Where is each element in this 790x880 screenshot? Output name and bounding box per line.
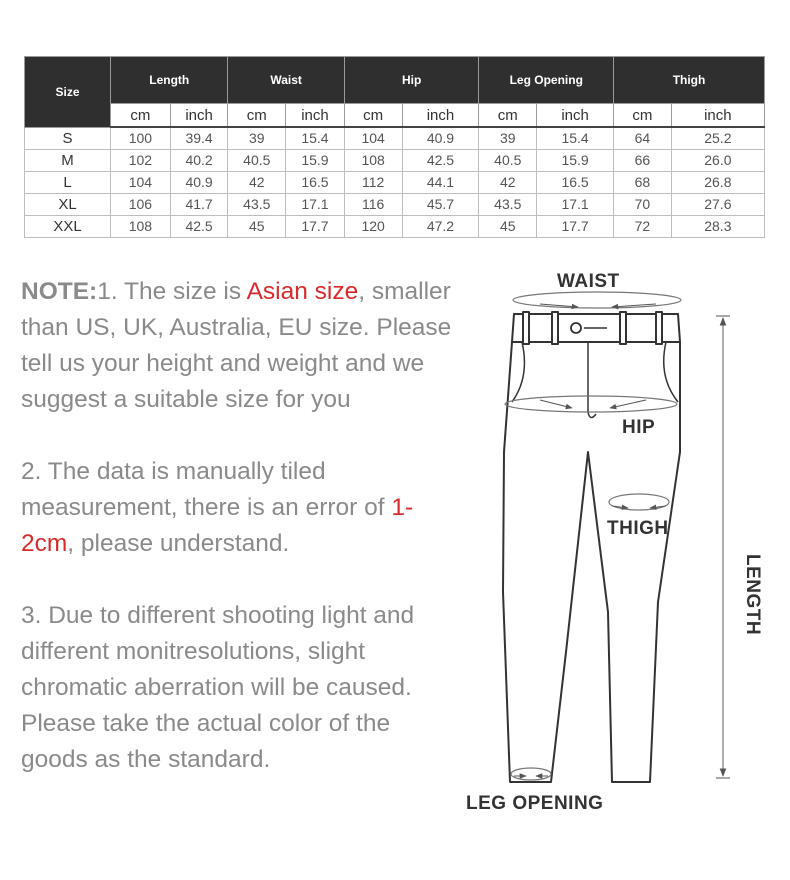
note-1-text-start: 1. The size is bbox=[97, 278, 247, 305]
length-label: LENGTH bbox=[742, 554, 763, 636]
measurement-cell: 70 bbox=[614, 194, 672, 216]
measurement-cell: 42.5 bbox=[402, 150, 479, 172]
measurement-cell: 40.2 bbox=[170, 150, 228, 172]
note-heading: NOTE: bbox=[21, 278, 98, 305]
size-column-header: Size bbox=[25, 57, 111, 128]
measurement-cell: 17.1 bbox=[537, 194, 614, 216]
group-header-leg-opening: Leg Opening bbox=[479, 57, 614, 104]
unit-header: cm bbox=[344, 104, 402, 128]
note-1-text-end: , smaller than US, UK, Australia, EU size. Please tell us your height and weight and we suggest a suitable size for you bbox=[21, 278, 452, 413]
note-2-text-start: 2. The data is manually tiled measurement, there is an error of bbox=[21, 458, 392, 521]
group-header-waist: Waist bbox=[228, 57, 344, 104]
size-cell: L bbox=[25, 172, 111, 194]
leg-opening-label: LEG OPENING bbox=[466, 793, 604, 814]
unit-header: cm bbox=[111, 104, 171, 128]
measurement-cell: 15.9 bbox=[286, 150, 345, 172]
unit-header: inch bbox=[286, 104, 345, 128]
measurement-cell: 66 bbox=[614, 150, 672, 172]
measurement-cell: 42.5 bbox=[170, 216, 228, 238]
unit-header: cm bbox=[228, 104, 286, 128]
measurement-cell: 16.5 bbox=[286, 172, 345, 194]
note-2-highlight: 1-2cm bbox=[21, 494, 414, 557]
measurement-cell: 39 bbox=[228, 127, 286, 150]
measurement-cell: 40.9 bbox=[402, 127, 479, 150]
waist-label: WAIST bbox=[557, 271, 620, 292]
measurement-cell: 40.9 bbox=[170, 172, 228, 194]
unit-header: inch bbox=[537, 104, 614, 128]
notes-section bbox=[21, 274, 461, 814]
measurement-cell: 102 bbox=[111, 150, 171, 172]
pants-measurement-diagram bbox=[460, 262, 780, 822]
size-chart-table bbox=[24, 56, 765, 238]
group-header-length: Length bbox=[111, 57, 228, 104]
measurement-cell: 27.6 bbox=[671, 194, 764, 216]
measurement-cell: 26.8 bbox=[671, 172, 764, 194]
leg-opening-measure-marker bbox=[511, 768, 551, 780]
measurement-cell: 15.9 bbox=[537, 150, 614, 172]
measurement-cell: 64 bbox=[614, 127, 672, 150]
measurement-cell: 45 bbox=[479, 216, 537, 238]
measurement-cell: 17.1 bbox=[286, 194, 345, 216]
measurement-cell: 43.5 bbox=[479, 194, 537, 216]
unit-header: cm bbox=[614, 104, 672, 128]
measurement-cell: 41.7 bbox=[170, 194, 228, 216]
measurement-cell: 45 bbox=[228, 216, 286, 238]
measurement-cell: 47.2 bbox=[402, 216, 479, 238]
waist-measure-marker bbox=[513, 292, 681, 308]
note-1 bbox=[21, 274, 461, 418]
measurement-cell: 112 bbox=[344, 172, 402, 194]
measurement-cell: 39.4 bbox=[170, 127, 228, 150]
measurement-cell: 116 bbox=[344, 194, 402, 216]
unit-header: inch bbox=[671, 104, 764, 128]
measurement-cell: 42 bbox=[479, 172, 537, 194]
group-header-hip: Hip bbox=[344, 57, 479, 104]
measurement-cell: 108 bbox=[344, 150, 402, 172]
note-3-text: 3. Due to different shooting light and different monitresolutions, slight chromatic aberration will be caused. Please take the actual color of the goods as the standard. bbox=[21, 602, 415, 773]
measurement-cell: 120 bbox=[344, 216, 402, 238]
unit-header: inch bbox=[170, 104, 228, 128]
table-row bbox=[25, 194, 765, 216]
measurement-cell: 16.5 bbox=[537, 172, 614, 194]
measurement-cell: 100 bbox=[111, 127, 171, 150]
unit-header: cm bbox=[479, 104, 537, 128]
measurement-cell: 17.7 bbox=[537, 216, 614, 238]
pants-outline bbox=[503, 312, 680, 782]
measurement-cell: 28.3 bbox=[671, 216, 764, 238]
note-2 bbox=[21, 454, 461, 562]
group-header-thigh: Thigh bbox=[614, 57, 765, 104]
size-cell: M bbox=[25, 150, 111, 172]
table-row bbox=[25, 172, 765, 194]
measurement-cell: 104 bbox=[344, 127, 402, 150]
hip-measure-marker bbox=[505, 396, 677, 412]
table-body bbox=[25, 127, 765, 238]
measurement-cell: 39 bbox=[479, 127, 537, 150]
measurement-cell: 72 bbox=[614, 216, 672, 238]
note-1-highlight: Asian size bbox=[246, 278, 359, 305]
measurement-cell: 44.1 bbox=[402, 172, 479, 194]
measurement-cell: 25.2 bbox=[671, 127, 764, 150]
table-units-row bbox=[25, 104, 765, 128]
measurement-cell: 106 bbox=[111, 194, 171, 216]
size-cell: XXL bbox=[25, 216, 111, 238]
pants-illustration bbox=[460, 262, 780, 822]
measurement-cell: 68 bbox=[614, 172, 672, 194]
size-cell: S bbox=[25, 127, 111, 150]
measurement-cell: 15.4 bbox=[537, 127, 614, 150]
note-2-text-end: , please understand. bbox=[67, 530, 290, 557]
measurement-cell: 40.5 bbox=[479, 150, 537, 172]
length-measure-marker bbox=[716, 316, 730, 778]
table-row bbox=[25, 127, 765, 150]
size-cell: XL bbox=[25, 194, 111, 216]
hip-label: HIP bbox=[622, 417, 656, 438]
measurement-cell: 42 bbox=[228, 172, 286, 194]
measurement-cell: 15.4 bbox=[286, 127, 345, 150]
measurement-cell: 26.0 bbox=[671, 150, 764, 172]
table-row bbox=[25, 150, 765, 172]
thigh-label: THIGH bbox=[607, 518, 669, 539]
measurement-cell: 45.7 bbox=[402, 194, 479, 216]
measurement-cell: 108 bbox=[111, 216, 171, 238]
measurement-cell: 40.5 bbox=[228, 150, 286, 172]
unit-header: inch bbox=[402, 104, 479, 128]
measurement-cell: 104 bbox=[111, 172, 171, 194]
thigh-measure-marker bbox=[609, 494, 669, 510]
measurement-cell: 17.7 bbox=[286, 216, 345, 238]
measurement-cell: 43.5 bbox=[228, 194, 286, 216]
table-group-header-row bbox=[25, 57, 765, 104]
note-3 bbox=[21, 598, 461, 778]
table-row bbox=[25, 216, 765, 238]
